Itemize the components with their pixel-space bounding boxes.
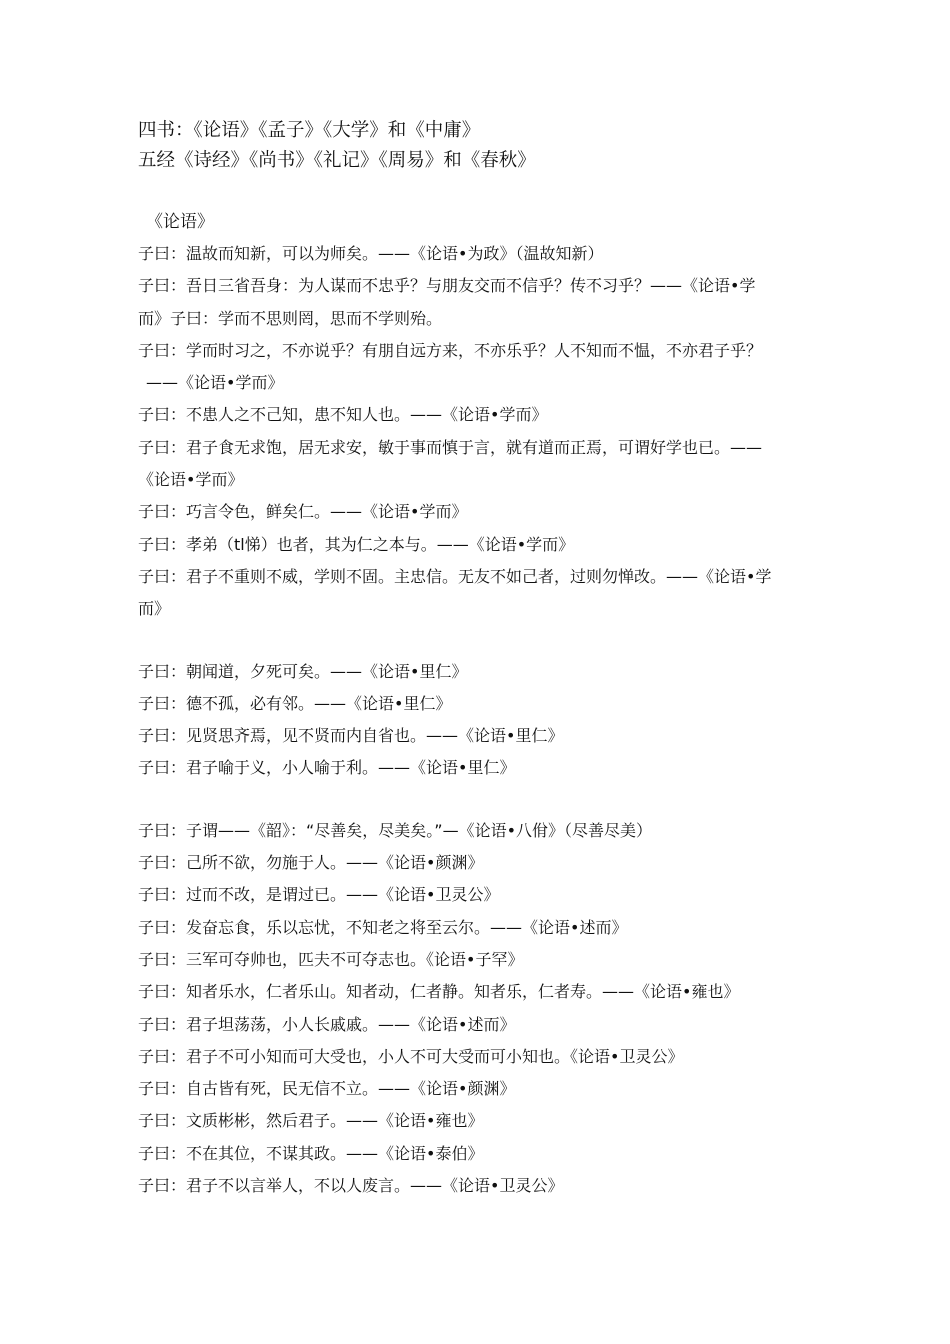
quote-line: 《论语•学而》 xyxy=(138,470,244,490)
quote-line: 而》 xyxy=(138,599,171,619)
document-page xyxy=(138,116,818,1202)
quote-line: 子曰：君子不可小知而可大受也，小人不可大受而可小知也。《论语•卫灵公》 xyxy=(138,1046,684,1066)
quote-line: 子曰：君子不以言举人，不以人废言。——《论语•卫灵公》 xyxy=(138,1176,564,1196)
quote-line: 子曰：朝闻道，夕死可矣。——《论语•里仁》 xyxy=(138,661,468,681)
five-classics-line: 五经《诗经》《尚书》《礼记》《周易》和《春秋》 xyxy=(138,150,536,171)
quote-line: 子曰：君子喻于义，小人喻于利。——《论语•里仁》 xyxy=(138,758,516,778)
quote-line: 子曰：过而不改，是谓过已。——《论语•卫灵公》 xyxy=(138,885,500,905)
quote-line: 子曰：学而时习之，不亦说乎？有朋自远方来，不亦乐乎？人不知而不愠，不亦君子乎？ xyxy=(138,340,763,360)
quote-line: 子曰：自古皆有死，民无信不立。——《论语•颜渊》 xyxy=(138,1079,516,1099)
paragraph-gap xyxy=(138,785,818,815)
quote-line: 子曰：君子食无求饱，居无求安，敏于事而慎于言，就有道而正焉，可谓好学也已。—— xyxy=(138,437,763,457)
quote-line: 子曰：不在其位，不谋其政。——《论语•泰伯》 xyxy=(138,1143,484,1163)
four-books-line: 四书：《论语》《孟子》《大学》和《中庸》 xyxy=(138,120,481,141)
quote-group-3 xyxy=(138,815,818,1203)
quote-line: 子曰：不患人之不己知，患不知人也。——《论语•学而》 xyxy=(138,405,548,425)
quote-group-1 xyxy=(138,238,818,626)
quote-line: 子曰：德不孤，必有邻。——《论语•里仁》 xyxy=(138,693,452,713)
quote-line: 子曰：己所不欲，勿施于人。——《论语•颜渊》 xyxy=(138,853,484,873)
quote-line: 子曰：见贤思齐焉，见不贤而内自省也。——《论语•里仁》 xyxy=(138,726,564,746)
section-title: 《论语》 xyxy=(146,212,214,232)
quote-line: 子曰：孝弟（tl悌）也者，其为仁之本与。——《论语•学而》 xyxy=(138,534,575,554)
quote-line: 子曰：温故而知新，可以为师矣。——《论语•为政》（温故知新） xyxy=(138,244,604,263)
quote-line: 子曰：巧言令色，鲜矣仁。——《论语•学而》 xyxy=(138,502,468,522)
quote-line: 子曰：君子不重则不威，学则不固。主忠信。无友不如己者，过则勿惮改。——《论语•学 xyxy=(138,566,772,586)
quote-group-2 xyxy=(138,656,818,785)
quote-line: 而》子曰：学而不思则罔，思而不学则殆。 xyxy=(138,308,443,328)
quote-line: 子曰：子谓——《韶》：“尽善矣，尽美矣。”—《论语•八佾》（尽善尽美） xyxy=(138,820,653,840)
quote-line: 子曰：三军可夺帅也，匹夫不可夺志也。《论语•子罕》 xyxy=(138,949,524,969)
quote-line: ——《论语•学而》 xyxy=(146,373,284,393)
quote-line: 子曰：吾日三省吾身：为人谋而不忠乎？与朋友交而不信乎？传不习乎？——《论语•学 xyxy=(138,276,756,296)
quote-line: 子曰：文质彬彬，然后君子。——《论语•雍也》 xyxy=(138,1111,484,1131)
quote-line: 子曰：发奋忘食，乐以忘忧，不知老之将至云尔。——《论语•述而》 xyxy=(138,917,628,937)
quote-line: 子曰：知者乐水，仁者乐山。知者动，仁者静。知者乐，仁者寿。——《论语•雍也》 xyxy=(138,982,740,1002)
paragraph-gap xyxy=(138,626,818,656)
quote-line: 子曰：君子坦荡荡，小人长戚戚。——《论语•述而》 xyxy=(138,1014,516,1034)
